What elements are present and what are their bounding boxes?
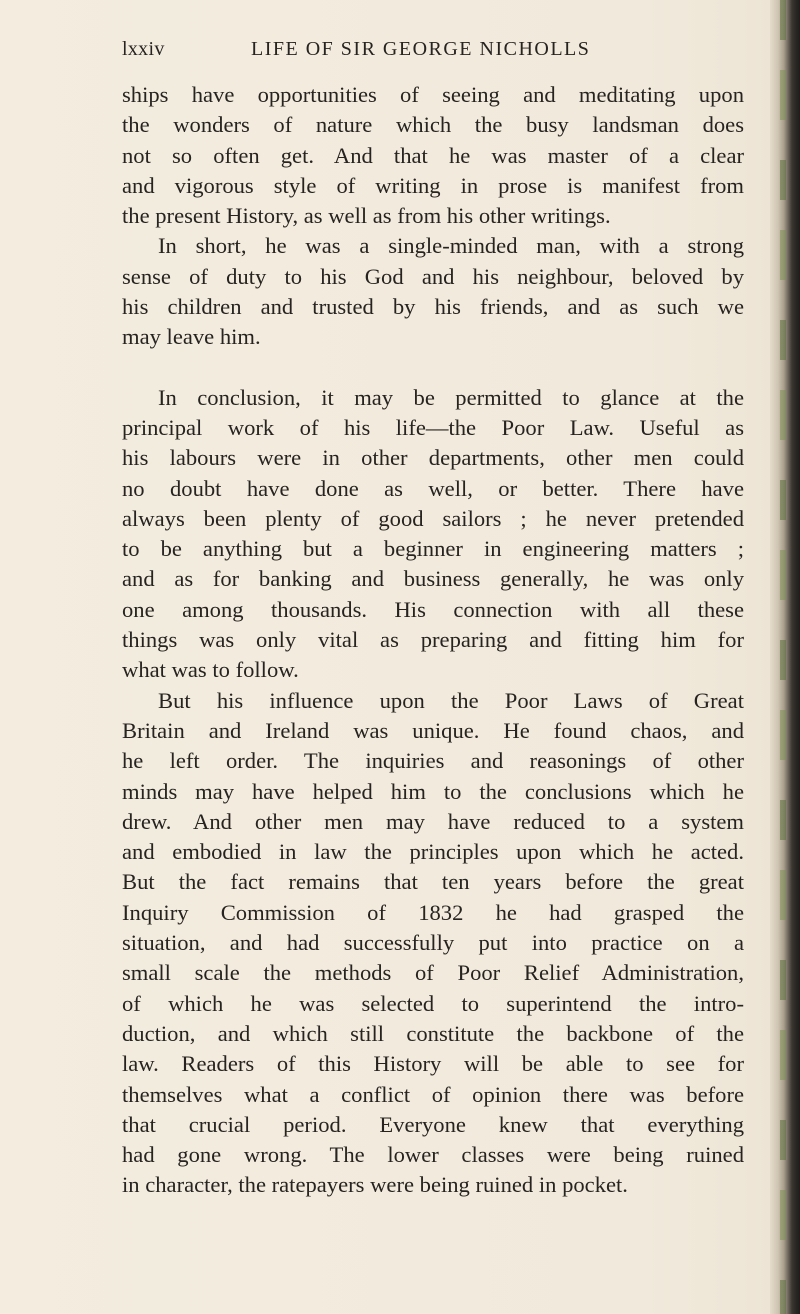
text-line: and vigorous style of writing in prose is manifest from [122,172,744,198]
text-line: ships have opportunities of seeing and meditating upon [122,82,744,107]
text-line: the wonders of nature which the busy landsman does [122,112,744,138]
text-line: In conclusion, it may be permitted to glance at the [158,384,744,410]
text-line: law. Readers of this History will be able to see for [122,1051,744,1077]
text-line: and as for banking and business generally, he was only [122,566,744,592]
text-line: had gone wrong. The lower classes were being ruined [122,1142,744,1168]
text-line: Britain and Ireland was unique. He found chaos, and [122,717,744,743]
page-header [122,38,762,66]
text-line: situation, and had successfully put into practice on a [122,930,744,956]
paragraph-3 [122,383,744,686]
text-line: the present History, as well as from his other writings. [122,203,611,229]
text-line: his children and trusted by his friends, and as such we [122,294,744,320]
page-number: lxxiv [122,38,165,60]
running-title: LIFE OF SIR GEORGE NICHOLLS [251,38,591,60]
text-line: always been plenty of good sailors ; he never pretended [122,505,744,531]
page-edge-shadow [770,0,800,1314]
text-line: In short, he was a single-minded man, with a strong [158,233,744,259]
text-line: themselves what a conflict of opinion there was before [122,1081,744,1107]
text-line: that crucial period. Everyone knew that everything [122,1111,744,1137]
text-line: small scale the methods of Poor Relief Administration, [122,960,744,986]
text-line: drew. And other men may have reduced to a system [122,808,744,834]
text-line: may leave him. [122,324,261,350]
text-line: minds may have helped him to the conclusions which he [122,778,744,804]
text-line: things was only vital as preparing and fitting him for [122,627,744,653]
body-text [122,80,744,1201]
text-line: of which he was selected to superintend the intro- [122,990,744,1016]
text-line: one among thousands. His connection with all these [122,596,744,622]
text-line: he left order. The inquiries and reasonings of other [122,748,744,774]
paragraph-2 [122,231,744,352]
text-line: to be anything but a beginner in engineering matters ; [122,536,744,562]
text-line: no doubt have done as well, or better. There have [122,475,744,501]
text-line: Inquiry Commission of 1832 he had grasped the [122,899,744,925]
paragraph-4 [122,686,744,1201]
text-line: and embodied in law the principles upon which he acted. [122,839,744,865]
text-line: duction, and which still constitute the backbone of the [122,1020,744,1046]
text-line: principal work of his life—the Poor Law. Useful as [122,414,744,440]
text-line: not so often get. And that he was master of a clear [122,142,744,168]
paragraph-1 [122,80,744,231]
text-line: what was to follow. [122,657,299,683]
text-line: But his influence upon the Poor Laws of Great [158,687,744,713]
text-line: But the fact remains that ten years before the great [122,869,744,895]
text-line: in character, the ratepayers were being ruined in pocket. [122,1172,628,1198]
text-line: sense of duty to his God and his neighbour, beloved by [122,263,744,289]
text-line: his labours were in other departments, other men could [122,445,744,471]
